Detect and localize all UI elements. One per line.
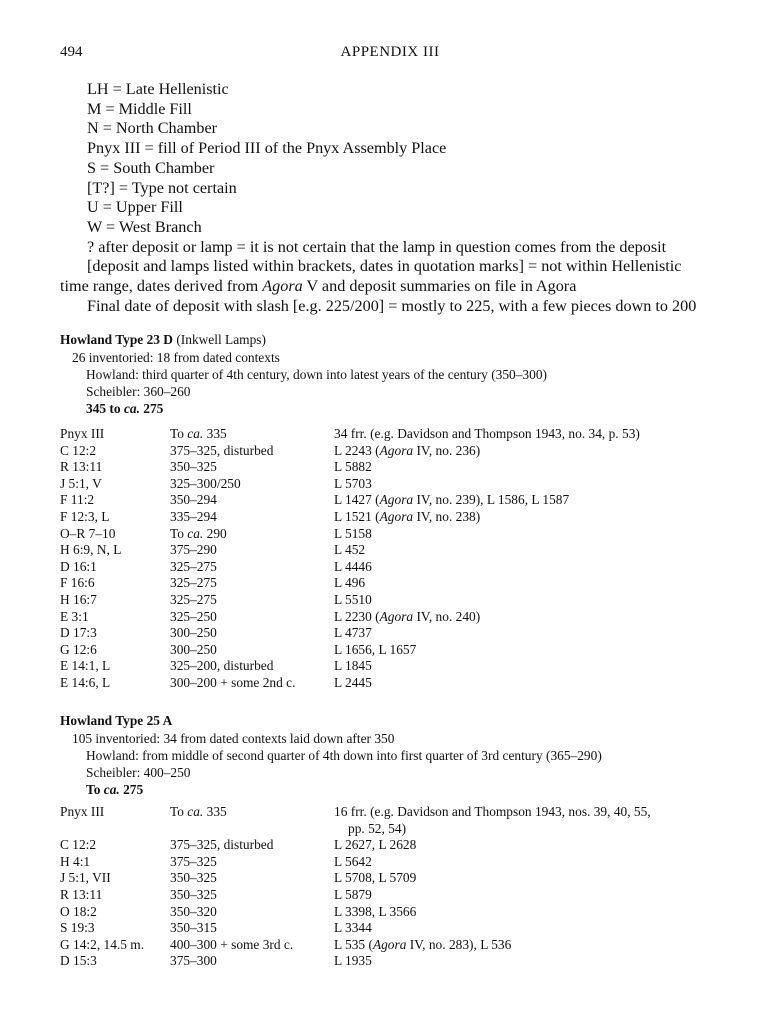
lamps-cell: L 5642 xyxy=(334,853,372,869)
abbreviation-line: ? after deposit or lamp = it is not certain that the lamp in question comes from the deposit xyxy=(87,237,667,256)
date-cell: To ca. 335 xyxy=(170,804,227,819)
page-header xyxy=(60,44,720,66)
deposit-cell: R 13:11 xyxy=(60,459,103,475)
table-row xyxy=(60,509,720,526)
scheibler-dating: Scheibler: 400–250 xyxy=(86,765,191,780)
deposit-cell: H 4:1 xyxy=(60,853,91,869)
inventoried-count: 105 inventoried: 34 from dated contexts laid down after 350 xyxy=(72,731,395,746)
lamps-cell: L 4446 xyxy=(334,558,372,574)
deposit-cell: J 5:1, V xyxy=(60,475,102,491)
table-row xyxy=(60,953,720,970)
section-title: Howland Type 23 D (Inkwell Lamps) xyxy=(60,332,266,347)
deposit-cell: S 19:3 xyxy=(60,920,95,936)
date-cell: To ca. 335 xyxy=(170,426,227,441)
section-meta xyxy=(60,730,720,781)
lamps-cell: L 5879 xyxy=(334,886,372,902)
table-row xyxy=(60,559,720,576)
brackets-note xyxy=(60,257,720,296)
date-cell: 325–200, disturbed xyxy=(170,658,274,674)
table-row xyxy=(60,459,720,476)
table-row xyxy=(60,675,720,692)
table-row xyxy=(60,625,720,642)
lamps-cell: L 1521 (Agora IV, no. 238) xyxy=(334,508,481,524)
brackets-note-line1: [deposit and lamps listed within brackets, dates in quotation marks] = not within Hellenistic xyxy=(87,257,682,276)
table-row xyxy=(60,526,720,543)
abbreviation-line: Pnyx III = fill of Period III of the Pnyx Assembly Place xyxy=(87,139,447,158)
deposit-cell: C 12:2 xyxy=(60,837,97,853)
lamps-cell: L 5708, L 5709 xyxy=(334,870,417,886)
section-title: Howland Type 25 A xyxy=(60,713,173,728)
lamps-cell: L 452 xyxy=(334,542,366,558)
lamps-cell: L 4737 xyxy=(334,625,372,641)
running-title: APPENDIX III xyxy=(340,44,440,60)
deposit-cell: O 18:2 xyxy=(60,903,97,919)
lamps-cell: L 535 (Agora IV, no. 283), L 536 xyxy=(334,936,512,952)
deposit-table xyxy=(60,426,720,692)
table-row xyxy=(60,904,720,921)
lamps-cell: L 1935 xyxy=(334,953,372,969)
table-row xyxy=(60,658,720,675)
section-type-23d xyxy=(60,331,720,692)
date-cell: 325–300/250 xyxy=(170,475,241,491)
deposit-cell: J 5:1, VII xyxy=(60,870,111,886)
table-row xyxy=(60,920,720,937)
deposit-cell: D 15:3 xyxy=(60,953,97,969)
date-cell: 350–325 xyxy=(170,886,217,902)
lamps-cell: L 496 xyxy=(334,575,366,591)
lamps-cell: L 2627, L 2628 xyxy=(334,837,417,853)
lamps-cell: L 3398, L 3566 xyxy=(334,903,417,919)
date-cell: 325–250 xyxy=(170,608,217,624)
howland-dating: Howland: third quarter of 4th century, down into latest years of the century (350–300) xyxy=(86,367,547,382)
deposit-cell: O–R 7–10 xyxy=(60,525,116,541)
deposit-cell: C 12:2 xyxy=(60,442,97,458)
abbreviation-line: S = South Chamber xyxy=(87,158,215,177)
date-cell: 375–290 xyxy=(170,542,217,558)
table-row xyxy=(60,854,720,871)
date-cell: 400–300 + some 3rd c. xyxy=(170,936,294,952)
abbreviation-line: [T?] = Type not certain xyxy=(87,178,237,197)
lamps-cell: L 5882 xyxy=(334,459,372,475)
deposit-cell: R 13:11 xyxy=(60,886,103,902)
table-row xyxy=(60,492,720,509)
lamps-cell: L 3344 xyxy=(334,920,372,936)
date-cell: 350–315 xyxy=(170,920,217,936)
page-number: 494 xyxy=(60,44,83,60)
date-cell: 335–294 xyxy=(170,508,217,524)
table-row xyxy=(60,476,720,493)
date-cell: 350–320 xyxy=(170,903,217,919)
howland-dating: Howland: from middle of second quarter of 4th down into first quarter of 3rd century (365–290) xyxy=(86,748,602,763)
scheibler-dating: Scheibler: 360–260 xyxy=(86,384,191,399)
abbreviation-list xyxy=(60,80,720,316)
abbreviation-line: U = Upper Fill xyxy=(87,198,183,217)
table-row xyxy=(60,887,720,904)
date-cell: To ca. 290 xyxy=(170,525,227,541)
abbreviation-line: LH = Late Hellenistic xyxy=(87,80,229,98)
abbreviation-line: W = West Branch xyxy=(87,217,202,236)
date-cell: 325–275 xyxy=(170,558,217,574)
table-row xyxy=(60,592,720,609)
date-cell: 325–275 xyxy=(170,575,217,591)
abbreviation-line: N = North Chamber xyxy=(87,119,218,138)
date-cell: 300–200 + some 2nd c. xyxy=(170,674,296,690)
deposit-cell: F 11:2 xyxy=(60,492,95,508)
deposit-cell: G 12:6 xyxy=(60,641,97,657)
lamps-cell: L 1427 (Agora IV, no. 239), L 1586, L 1587 xyxy=(334,492,570,508)
lamps-cell: L 1845 xyxy=(334,658,372,674)
lamps-cell: 34 frr. (e.g. Davidson and Thompson 1943, no. 34, p. 53) xyxy=(334,426,640,441)
table-row xyxy=(60,870,720,887)
lamps-cell: L 5510 xyxy=(334,591,372,607)
section-type-25a xyxy=(60,712,720,970)
lamps-cell: L 2230 (Agora IV, no. 240) xyxy=(334,608,481,624)
brackets-note-line2: time range, dates derived from Agora V and deposit summaries on file in Agora xyxy=(60,277,577,296)
date-cell: 375–325, disturbed xyxy=(170,837,274,853)
deposit-cell: H 6:9, N, L xyxy=(60,542,122,558)
final-date-note: Final date of deposit with slash [e.g. 225/200] = mostly to 225, with a few pieces down to 200 xyxy=(87,296,697,315)
deposit-cell: D 16:1 xyxy=(60,558,97,574)
deposit-cell: F 12:3, L xyxy=(60,508,110,524)
lamps-cell: L 2243 (Agora IV, no. 236) xyxy=(334,442,481,458)
deposit-cell: E 14:6, L xyxy=(60,674,111,690)
table-row xyxy=(60,575,720,592)
lamps-cell: L 5158 xyxy=(334,525,372,541)
deposit-cell: F 16:6 xyxy=(60,575,95,591)
date-cell: 350–325 xyxy=(170,459,217,475)
table-row xyxy=(60,937,720,954)
deposit-cell: Pnyx III xyxy=(60,426,105,441)
date-cell: 350–325 xyxy=(170,870,217,886)
date-cell: 350–294 xyxy=(170,492,217,508)
table-row xyxy=(60,804,720,837)
deposit-cell: E 14:1, L xyxy=(60,658,111,674)
date-cell: 325–275 xyxy=(170,591,217,607)
section-meta xyxy=(60,349,720,400)
inventoried-count: 26 inventoried: 18 from dated contexts xyxy=(72,350,280,365)
date-cell: 375–325 xyxy=(170,853,217,869)
table-row xyxy=(60,609,720,626)
abbreviation-line: M = Middle Fill xyxy=(87,99,192,118)
date-range: 345 to ca. 275 xyxy=(86,401,164,416)
date-cell: 300–250 xyxy=(170,625,217,641)
table-row xyxy=(60,426,720,443)
deposit-table xyxy=(60,804,720,970)
deposit-cell: H 16:7 xyxy=(60,591,97,607)
lamps-cell: 16 frr. (e.g. Davidson and Thompson 1943, nos. 39, 40, 55, pp. 52, 54) xyxy=(334,804,651,836)
lamps-cell: L 1656, L 1657 xyxy=(334,641,417,657)
date-cell: 375–300 xyxy=(170,953,217,969)
table-row xyxy=(60,642,720,659)
deposit-cell: D 17:3 xyxy=(60,625,97,641)
date-cell: 375–325, disturbed xyxy=(170,442,274,458)
deposit-cell: G 14:2, 14.5 m. xyxy=(60,936,145,952)
date-range: To ca. 275 xyxy=(86,782,144,797)
date-cell: 300–250 xyxy=(170,641,217,657)
table-row xyxy=(60,443,720,460)
lamps-cell: L 2445 xyxy=(334,674,372,690)
table-row xyxy=(60,837,720,854)
table-row xyxy=(60,542,720,559)
deposit-cell: Pnyx III xyxy=(60,804,105,819)
lamps-cell: L 5703 xyxy=(334,475,372,491)
deposit-cell: E 3:1 xyxy=(60,608,89,624)
